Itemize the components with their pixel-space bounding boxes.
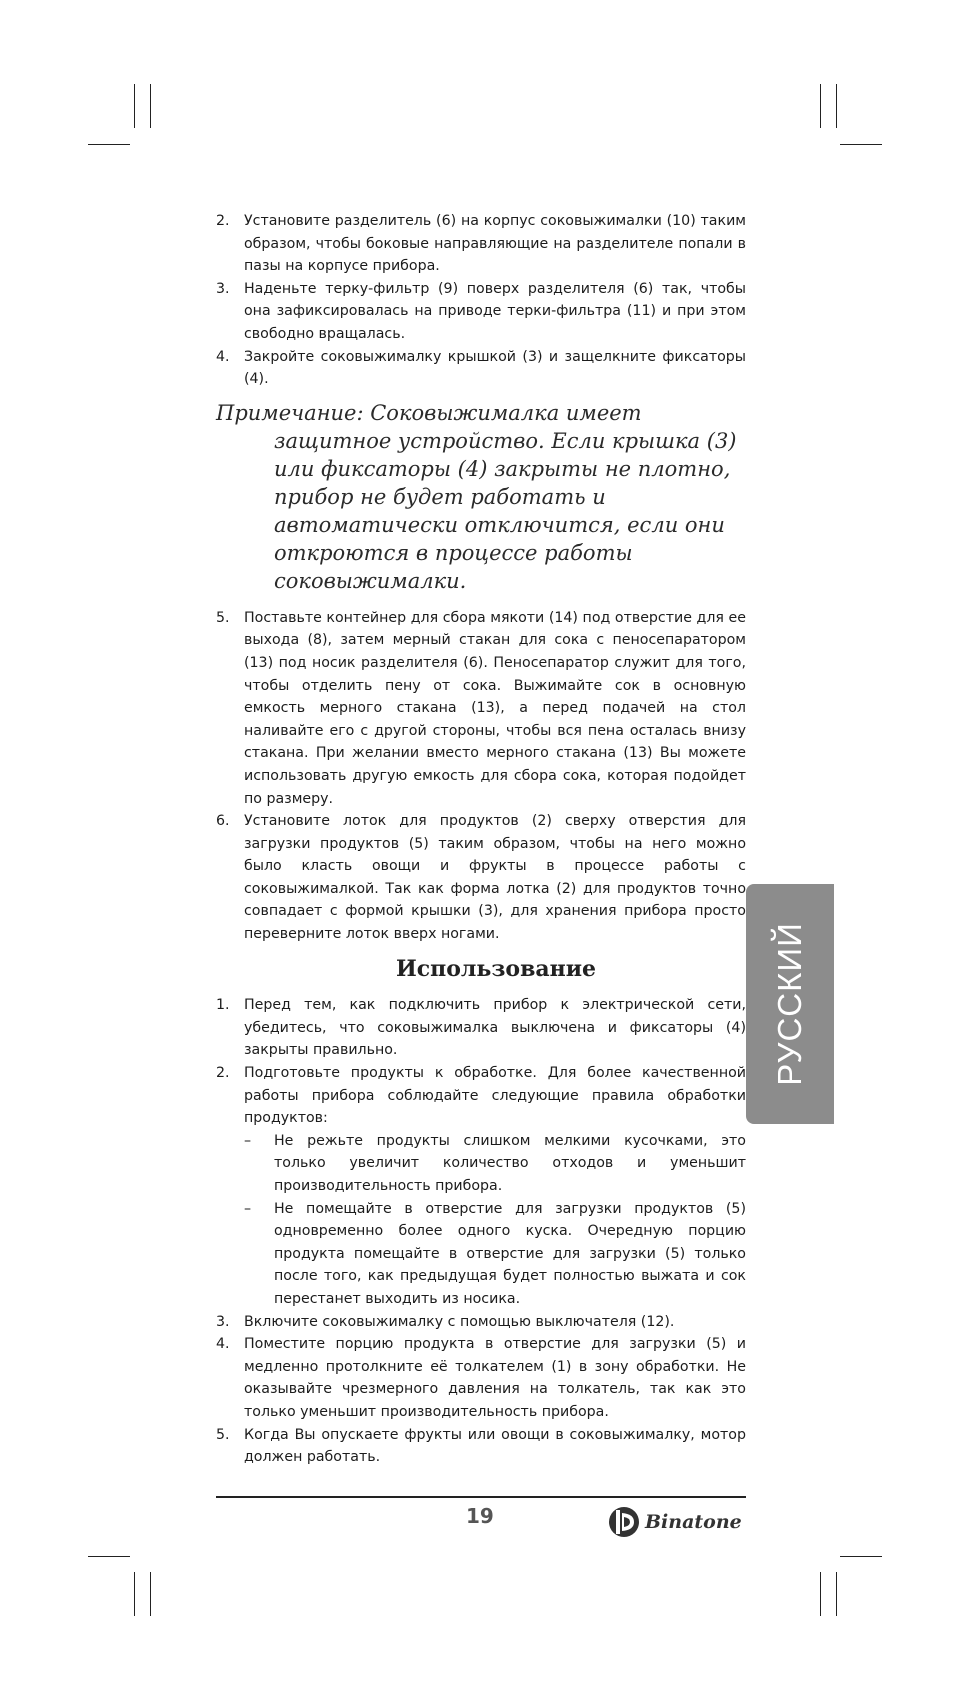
crop-mark (840, 1556, 882, 1557)
item-text: Установите разделитель (6) на корпус соковыжималки (10) таким образом, чтобы боковые направляющие на разделителе попали в пазы на корпусе прибора. (244, 213, 746, 275)
item-number: 3. (216, 280, 230, 297)
page-number: 19 (466, 1504, 494, 1528)
sub-item-text: Не помещайте в отверстие для загрузки продуктов (5) одновременно более одного куска. Очередную порцию продукта помещайте в отверстие для загрузки (5) только после того, как предыдущая будет полностью выжата и сок перестанет выходить из носика. (274, 1200, 746, 1307)
item-number: 2. (216, 1065, 230, 1082)
item-text: Включите соковыжималку с помощью выключателя (12). (244, 1313, 675, 1330)
crop-mark (150, 84, 151, 128)
list-item (216, 1062, 746, 1130)
section-heading: Использование (395, 955, 597, 982)
item-text: Перед тем, как подключить прибор к электрической сети, убедитесь, что соковыжималка выключена и фиксаторы (4) закрыты правильно. (244, 997, 746, 1059)
list-item (216, 994, 746, 1062)
crop-mark (836, 1572, 837, 1616)
crop-mark (150, 1572, 151, 1616)
crop-mark (820, 1572, 821, 1616)
crop-mark (88, 1556, 130, 1557)
item-text: Подготовьте продукты к обработке. Для более качественной работы прибора соблюдайте следующие правила обработки продуктов: (244, 1065, 746, 1127)
binatone-logo-icon (608, 1506, 642, 1538)
brand-name: Binatone (645, 1511, 742, 1533)
item-number: 2. (216, 213, 230, 229)
crop-mark (134, 84, 135, 128)
item-number: 4. (216, 348, 230, 365)
list-item (216, 210, 746, 278)
note-paragraph: Примечание: Соковыжималка имеет защитное устройство. Если крышка (3) или фиксаторы (4) закрыты не плотно, прибор не будет работать и автоматически отключится, если они откроются в процессе работы соковыжималки. (216, 400, 737, 593)
list-item (216, 810, 746, 946)
crop-mark (836, 84, 837, 128)
dash-marker: – (244, 1132, 252, 1149)
sub-list-item (216, 1130, 746, 1198)
list-item (216, 1333, 746, 1423)
usage-steps (216, 994, 746, 1468)
list-item (216, 607, 746, 810)
item-text: Поместите порцию продукта в отверстие для загрузки (5) и медленно протолкните её толкателем (1) в зону обработки. Не оказывайте чрезмерного давления на толкатель, так как это только уменьшит производительность прибора. (244, 1336, 746, 1420)
item-number: 6. (216, 813, 230, 830)
page-content (216, 210, 746, 1469)
list-item (216, 1311, 746, 1334)
item-text: Наденьте терку-фильтр (9) поверх разделителя (6) так, чтобы она зафиксировалась на приводе терки-фильтра (11) и при этом свободно вращалась. (244, 280, 746, 342)
item-text: Закройте соковыжималку крышкой (3) и защелкните фиксаторы (4). (244, 348, 746, 388)
item-number: 3. (216, 1313, 230, 1330)
crop-mark (134, 1572, 135, 1616)
language-label: РУССКИЙ (771, 922, 808, 1086)
brand-logo (608, 1506, 742, 1538)
list-item (216, 1424, 746, 1469)
item-text: Установите лоток для продуктов (2) сверху отверстия для загрузки продуктов (5) таким образом, чтобы на него можно было класть овощи и фрукты в процессе работы с соковыжималкой. Так как форма лотка (2) для продуктов точно совпадает с формой крышки (3), для хранения прибора просто переверните лоток вверх ногами. (244, 813, 746, 943)
list-item (216, 346, 746, 391)
item-number: 1. (216, 997, 230, 1014)
item-number: 4. (216, 1336, 230, 1353)
crop-mark (88, 144, 130, 145)
list-item (216, 278, 746, 346)
item-number: 5. (216, 609, 230, 626)
language-side-tab (746, 884, 834, 1124)
dash-marker: – (244, 1200, 252, 1217)
footer-rule (216, 1496, 746, 1498)
assembly-steps-mid (216, 607, 746, 946)
sub-list-item (216, 1198, 746, 1311)
item-number: 5. (216, 1426, 230, 1443)
crop-mark (840, 144, 882, 145)
item-text: Когда Вы опускаете фрукты или овощи в соковыжималку, мотор должен работать. (244, 1426, 746, 1466)
assembly-steps-top (216, 210, 746, 391)
sub-item-text: Не режьте продукты слишком мелкими кусочками, это только увеличит количество отходов и уменьшит производительность прибора. (274, 1132, 746, 1194)
crop-mark (820, 84, 821, 128)
item-text: Поставьте контейнер для сбора мякоти (14) под отверстие для ее выхода (8), затем мерный стакан для сока с пеносепаратором (13) под носик разделителя (6). Пеносепаратор служит для того, чтобы отделить пену от сока. Выжимайте сок в основную емкость мерного стакана (13), а перед подачей на стол наливайте его с другой стороны, чтобы вся пена осталась внизу стакана. При желании вместо мерного стакана (13) Вы можете использовать другую емкость для сбора сока, которая подойдет по размеру. (244, 609, 746, 807)
